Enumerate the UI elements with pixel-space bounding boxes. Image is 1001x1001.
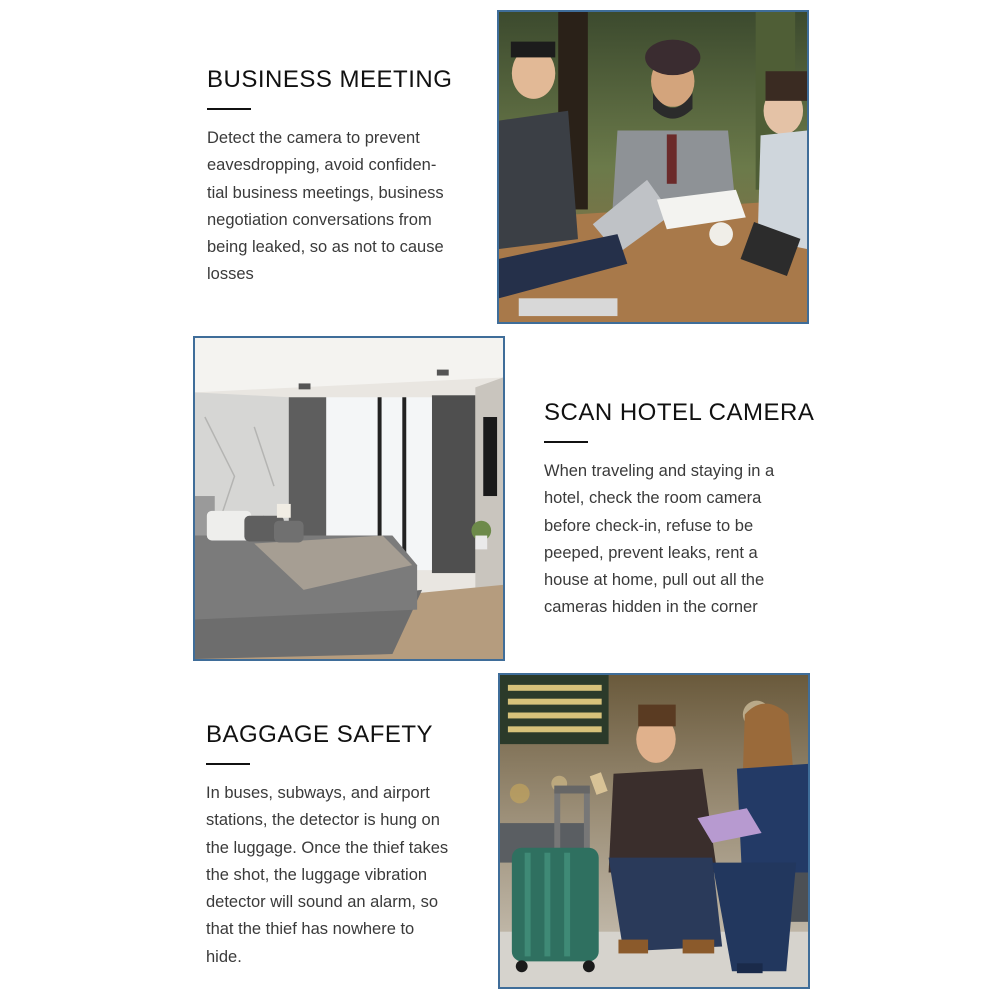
description-line: Detect the camera to prevent	[207, 129, 420, 147]
description-line: being leaked, so as not to cause	[207, 238, 444, 257]
description-line: detector will sound an alarm, so	[206, 893, 439, 912]
scan-hotel-camera-section	[544, 399, 814, 622]
description-line: eavesdropping, avoid confiden-	[207, 156, 437, 175]
description-line: hotel, check the room camera	[544, 489, 762, 508]
description-line: the luggage. Once the thief takes	[206, 838, 449, 857]
description-line: that the thief has nowhere to	[206, 920, 415, 939]
title-underline	[207, 108, 251, 110]
description-line: hide.	[206, 947, 242, 966]
title-underline	[544, 441, 588, 443]
hotel-room-photo	[193, 336, 505, 661]
baggage-safety-section	[206, 721, 448, 971]
section-description	[544, 458, 814, 622]
description-line: cameras hidden in the corner	[544, 598, 758, 617]
description-line: When traveling and staying in a	[544, 462, 775, 480]
section-title: BUSINESS MEETING	[207, 66, 453, 93]
title-underline	[206, 763, 250, 765]
section-description	[206, 780, 448, 971]
description-line: the shot, the luggage vibration	[206, 865, 428, 884]
description-line: house at home, pull out all the	[544, 571, 765, 590]
section-description	[207, 125, 452, 289]
description-line: In buses, subways, and airport	[206, 784, 430, 802]
section-title: BAGGAGE SAFETY	[206, 721, 434, 748]
section-title: SCAN HOTEL CAMERA	[544, 399, 815, 426]
description-line: before check-in, refuse to be	[544, 516, 754, 535]
description-line: negotiation conversations from	[207, 210, 432, 229]
description-line: stations, the detector is hung on	[206, 811, 440, 830]
business-meeting-section	[207, 66, 452, 289]
business-meeting-photo	[497, 10, 809, 324]
description-line: losses	[207, 265, 254, 284]
description-line: peeped, prevent leaks, rent a	[544, 543, 758, 562]
airport-travelers-photo	[498, 673, 810, 989]
description-line: tial business meetings, business	[207, 183, 444, 202]
